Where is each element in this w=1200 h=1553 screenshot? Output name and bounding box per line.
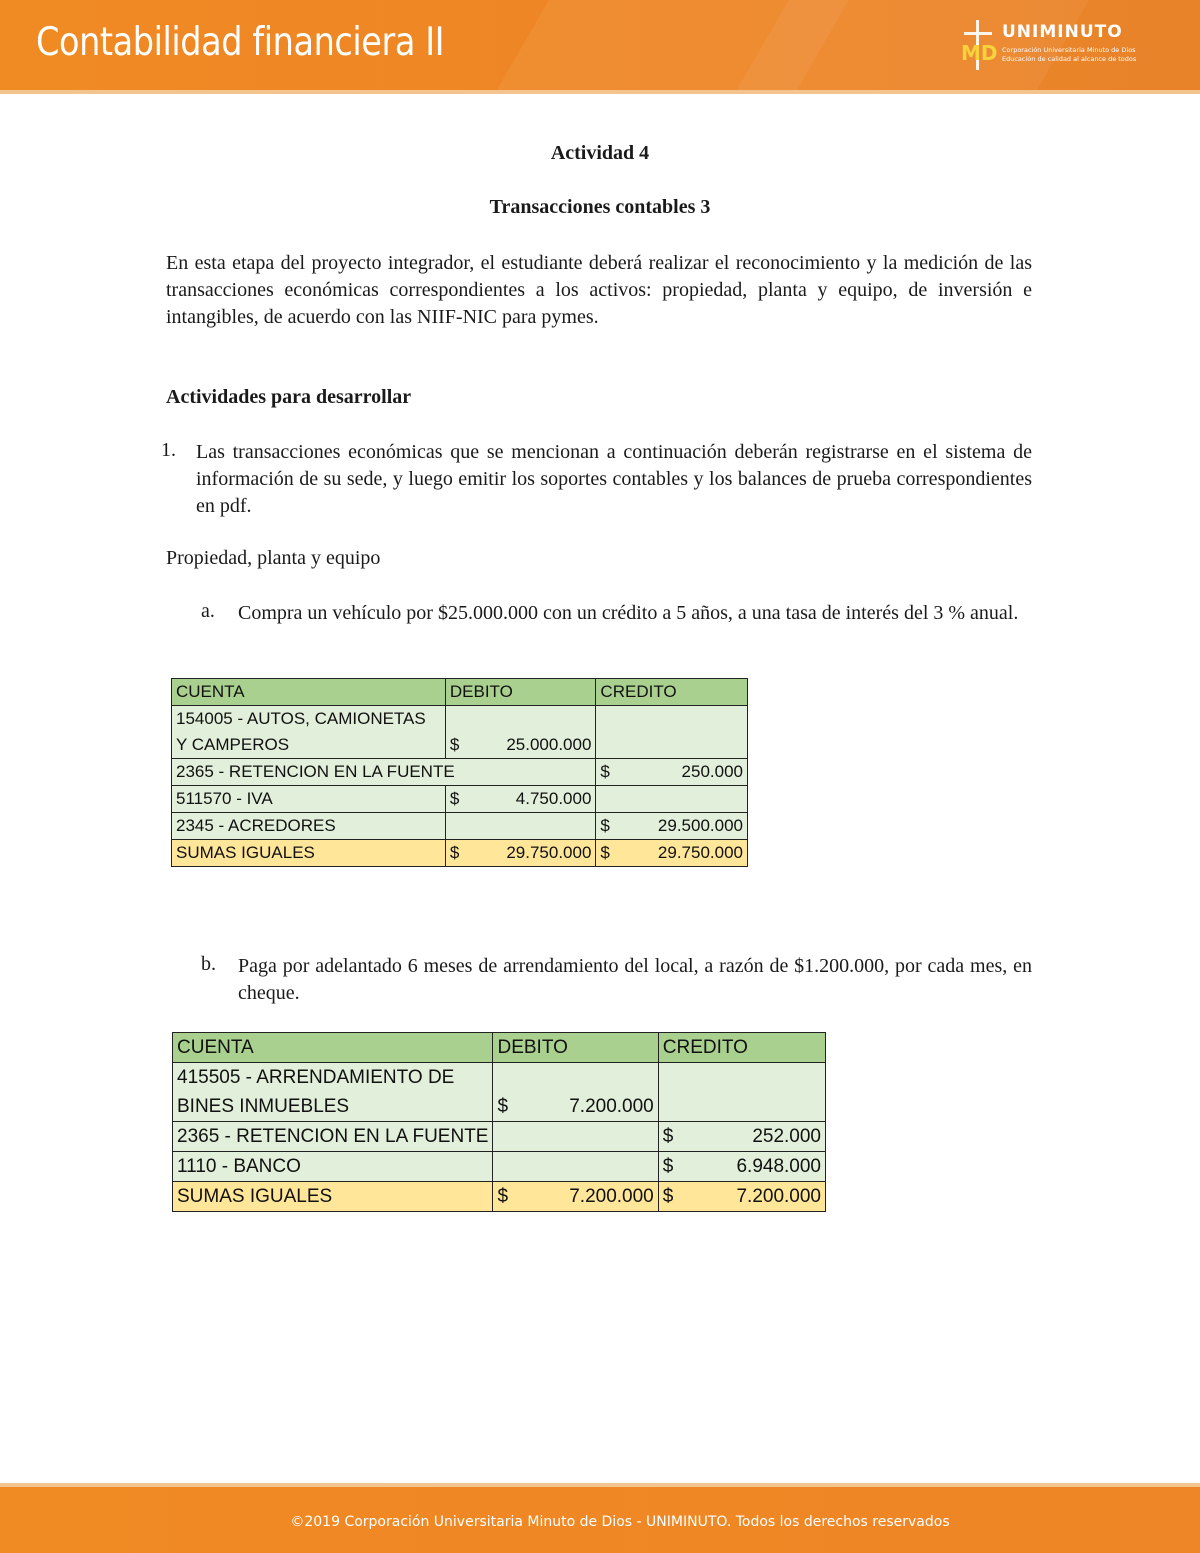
uniminuto-logo — [958, 18, 1158, 72]
amount: 29.500.000 — [657, 816, 743, 835]
table-header-row — [173, 1033, 826, 1063]
ledger-table-a — [171, 678, 748, 867]
course-title: Contabilidad financiera II — [36, 20, 445, 65]
credit-cell — [596, 813, 748, 840]
list-item-1: Las transacciones económicas que se mencionan a continuación deberán registrarse en el sistema de información de su sede, y luego emitir los soportes contables y los balances de prueba correspondientes en pdf. — [196, 441, 1032, 517]
credit-cell — [658, 1152, 825, 1182]
logo-name: UNIMINUTO — [1002, 22, 1123, 42]
column-header: CREDITO — [658, 1033, 825, 1063]
amount: 6.948.000 — [736, 1156, 821, 1177]
page-footer — [0, 1487, 1200, 1553]
debit-cell — [445, 706, 596, 733]
credit-cell — [658, 1063, 825, 1093]
list-item-b: Paga por adelantado 6 meses de arrendamiento del local, a razón de $1.200.000, por cada mes, en cheque. — [238, 955, 1032, 1004]
table-row — [172, 732, 748, 759]
activity-subtitle: Transacciones contables 3 — [489, 196, 711, 218]
debit-cell — [493, 1092, 658, 1122]
credit-total-cell — [596, 840, 748, 867]
logo-tagline-1: Corporación Universitaria Minuto de Dios — [1002, 46, 1136, 54]
currency-sign: $ — [449, 789, 460, 808]
account-cell: 2365 - RETENCION EN LA FUENTE — [172, 759, 596, 786]
debit-cell — [493, 1122, 658, 1152]
currency-sign: $ — [449, 735, 460, 754]
credit-cell — [596, 706, 748, 733]
table-row — [173, 1063, 826, 1093]
debit-total-cell — [445, 840, 596, 867]
column-header: CUENTA — [173, 1033, 493, 1063]
table-row — [172, 813, 748, 840]
currency-sign: $ — [662, 1126, 674, 1147]
table-row — [172, 759, 748, 786]
subheading: Propiedad, planta y equipo — [166, 547, 381, 569]
currency-sign: $ — [497, 1186, 509, 1207]
column-header: DEBITO — [493, 1033, 658, 1063]
amount: 4.750.000 — [515, 789, 592, 808]
account-cell: Y CAMPEROS — [172, 732, 446, 759]
table-header-row — [172, 679, 748, 706]
activity-title: Actividad 4 — [550, 142, 650, 164]
credit-cell — [658, 1122, 825, 1152]
header-stripe — [0, 90, 1200, 94]
amount: 250.000 — [681, 762, 743, 781]
amount: 7.200.000 — [736, 1186, 821, 1207]
account-cell: 511570 - IVA — [172, 786, 446, 813]
currency-sign: $ — [662, 1156, 674, 1177]
table-row — [172, 786, 748, 813]
section-heading: Actividades para desarrollar — [166, 386, 412, 408]
amount: 29.750.000 — [506, 843, 592, 862]
account-cell: BINES INMUEBLES — [173, 1092, 493, 1122]
table-row — [173, 1092, 826, 1122]
credit-cell — [658, 1092, 825, 1122]
ledger-table-b — [172, 1032, 826, 1212]
amount: 29.750.000 — [657, 843, 743, 862]
account-cell: 154005 - AUTOS, CAMIONETAS — [172, 706, 446, 733]
amount: 252.000 — [752, 1126, 821, 1147]
amount: 25.000.000 — [506, 735, 592, 754]
table-row — [172, 706, 748, 733]
account-cell: 1110 - BANCO — [173, 1152, 493, 1182]
debit-cell — [493, 1063, 658, 1093]
totals-row — [172, 840, 748, 867]
totals-row — [173, 1182, 826, 1212]
debit-cell — [493, 1152, 658, 1182]
currency-sign: $ — [662, 1186, 674, 1207]
list-item-a: Compra un vehículo por $25.000.000 con un crédito a 5 años, a una tasa de interés del 3 % anual. — [238, 602, 1019, 624]
list-marker-a: a. — [201, 600, 215, 622]
credit-cell — [596, 786, 748, 813]
currency-sign: $ — [600, 762, 610, 781]
logo-mark-letters: MD — [961, 41, 998, 65]
credit-cell — [596, 732, 748, 759]
debit-cell — [445, 813, 596, 840]
currency-sign: $ — [449, 843, 460, 862]
column-header: CUENTA — [172, 679, 446, 706]
totals-label: SUMAS IGUALES — [173, 1182, 493, 1212]
debit-cell — [445, 732, 596, 759]
account-cell: 2365 - RETENCION EN LA FUENTE — [173, 1122, 493, 1152]
currency-sign: $ — [600, 816, 610, 835]
account-cell: 415505 - ARRENDAMIENTO DE — [173, 1063, 493, 1093]
column-header: DEBITO — [445, 679, 596, 706]
debit-total-cell — [493, 1182, 658, 1212]
column-header: CREDITO — [596, 679, 748, 706]
page-header — [0, 0, 1200, 90]
list-marker-b: b. — [201, 953, 216, 975]
copyright-text: ©2019 Corporación Universitaria Minuto de Dios - UNIMINUTO. Todos los derechos reservados — [290, 1514, 950, 1530]
account-cell: 2345 - ACREDORES — [172, 813, 446, 840]
uniminuto-logo-icon — [958, 18, 1002, 72]
credit-total-cell — [658, 1182, 825, 1212]
currency-sign: $ — [497, 1096, 509, 1117]
totals-label: SUMAS IGUALES — [172, 840, 446, 867]
table-row — [173, 1122, 826, 1152]
intro-paragraph: En esta etapa del proyecto integrador, el estudiante deberá realizar el reconocimiento y la medición de las transacciones económicas correspondientes a los activos: propiedad, planta y equipo, de inversión e intangibles, de acuerdo con las NIIF-NIC para pymes. — [166, 252, 1032, 328]
amount: 7.200.000 — [569, 1186, 654, 1207]
credit-cell — [596, 759, 748, 786]
table-row — [173, 1152, 826, 1182]
debit-cell — [445, 786, 596, 813]
list-marker-1: 1. — [161, 439, 176, 461]
amount: 7.200.000 — [569, 1096, 654, 1117]
currency-sign: $ — [600, 843, 610, 862]
logo-tagline-2: Educación de calidad al alcance de todos — [1002, 55, 1137, 63]
